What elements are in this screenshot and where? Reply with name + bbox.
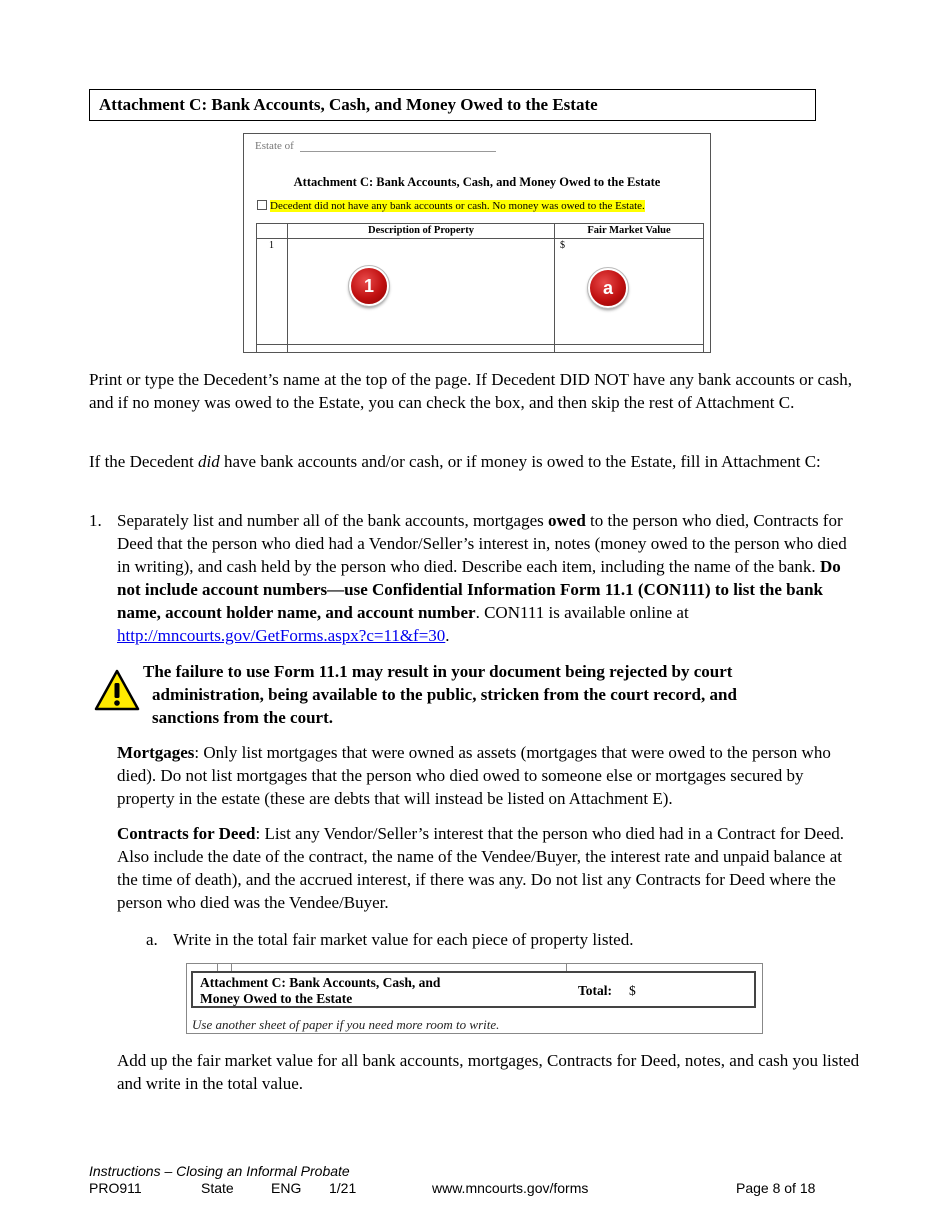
table-bottom-line [257, 344, 703, 345]
column-header-description: Description of Property [368, 225, 474, 236]
checkbox-icon [257, 200, 267, 210]
warning-line-1: The failure to use Form 11.1 may result in your document being rejected by court [143, 662, 733, 681]
extra-sheet-note: Use another sheet of paper if you need more room to write. [192, 1017, 500, 1032]
table-divider [554, 224, 555, 353]
warning-line-2: administration, being available to the public, stricken from the court record, and [152, 685, 737, 704]
form-title: Attachment C: Bank Accounts, Cash, and Money Owed to the Estate [293, 175, 661, 189]
estate-of-label: Estate of [255, 140, 294, 152]
table-divider [566, 964, 567, 971]
closing-paragraph: Add up the fair market value for all bank accounts, mortgages, Contracts for Deed, notes, and cash you listed and write in the total value. [117, 1051, 860, 1093]
mortgages-paragraph: Mortgages: Only list mortgages that were owned as assets (mortgages that were owed to the person who died). Do not list mortgages that the person who died owed to someone else or mortgages secured by property in the estate (these are debts that will instead be listed on Attachment E). [117, 743, 831, 808]
total-box [191, 971, 756, 1008]
step-a-letter: a. [146, 930, 158, 949]
intro-paragraph-1: Print or type the Decedent’s name at the top of the page. If Decedent DID NOT have any bank accounts or cash, and if no money was owed to the Estate, you can check the box, and then skip the rest of Attachment C. [89, 370, 852, 412]
footer-title: Instructions – Closing an Informal Probate [89, 1163, 350, 1179]
step-1-text: Separately list and number all of the bank accounts, mortgages owed to the person who died, Contracts for Deed that the person who died had a Vendor/Seller’s interest in, notes (money owed to the person who died in writing), and cash held by the person who died. Describe each item, including the name of the bank. Do not include account numbers—use Confidential Information Form 11.1 (CON111) to list the bank name, account holder name, and account number. CON111 is available online at http://mncourts.gov/GetForms.aspx?c=11&f=30. [117, 511, 847, 645]
total-label: Total: [578, 983, 613, 998]
property-table [256, 223, 704, 353]
step-1-number: 1. [89, 511, 102, 530]
contracts-paragraph: Contracts for Deed: List any Vendor/Seller’s interest that the person who died had in a Contract for Deed. Also include the date of the contract, the name of the Vendee/Buyer, the interest rate and unpaid balance at the time of death), and the accrued interest, if there was any. Do not list any Contracts for Deed where the person who died was the Vendee/Buyer. [117, 824, 845, 912]
warning-text [143, 660, 833, 729]
dollar-sign: $ [560, 240, 565, 251]
step-a-text: Write in the total fair market value for each piece of property listed. [173, 930, 634, 949]
footer-form-id: PRO911 [89, 1180, 142, 1196]
contracts-label: Contracts for Deed [117, 824, 256, 843]
intro-paragraph-2: If the Decedent did have bank accounts and/or cash, or if money is owed to the Estate, fill in Attachment C: [89, 452, 821, 471]
callout-badge-a: a [588, 268, 628, 308]
warning-line-3: sanctions from the court. [152, 708, 333, 727]
no-accounts-checkbox-row [257, 200, 645, 212]
emphasis-did: did [198, 452, 220, 471]
section-title: Attachment C: Bank Accounts, Cash, and Money Owed to the Estate [99, 95, 598, 114]
section-header [89, 89, 816, 121]
con111-form-link[interactable]: http://mncourts.gov/GetForms.aspx?c=11&f=30 [117, 626, 446, 645]
table-divider [217, 964, 218, 971]
table-divider [287, 224, 288, 353]
column-header-value: Fair Market Value [587, 225, 671, 236]
mortgages-label: Mortgages [117, 743, 195, 762]
row-number: 1 [269, 240, 274, 251]
attachment-c-form-image [243, 133, 711, 353]
account-number-warning: Do not include account numbers—use Confidential Information Form 11.1 (CON111) to list the bank name, account holder name, and account number [117, 557, 841, 622]
callout-badge-1: 1 [349, 266, 389, 306]
footer-website: www.mncourts.gov/forms [432, 1180, 589, 1196]
total-box-label: Attachment C: Bank Accounts, Cash, and Money Owed to the Estate [200, 975, 441, 1006]
table-divider [231, 964, 232, 971]
estate-name-line [300, 151, 496, 152]
footer-language: ENG [271, 1180, 302, 1196]
total-form-image [186, 963, 763, 1034]
warning-triangle-icon [93, 668, 141, 712]
footer-date: 1/21 [329, 1180, 357, 1196]
footer-page-number: Page 8 of 18 [736, 1180, 816, 1196]
footer-jurisdiction: State [201, 1180, 234, 1196]
checkbox-label: Decedent did not have any bank accounts or cash. No money was owed to the Estate. [270, 200, 645, 212]
table-header-line [257, 238, 703, 239]
total-dollar-sign: $ [629, 983, 636, 998]
